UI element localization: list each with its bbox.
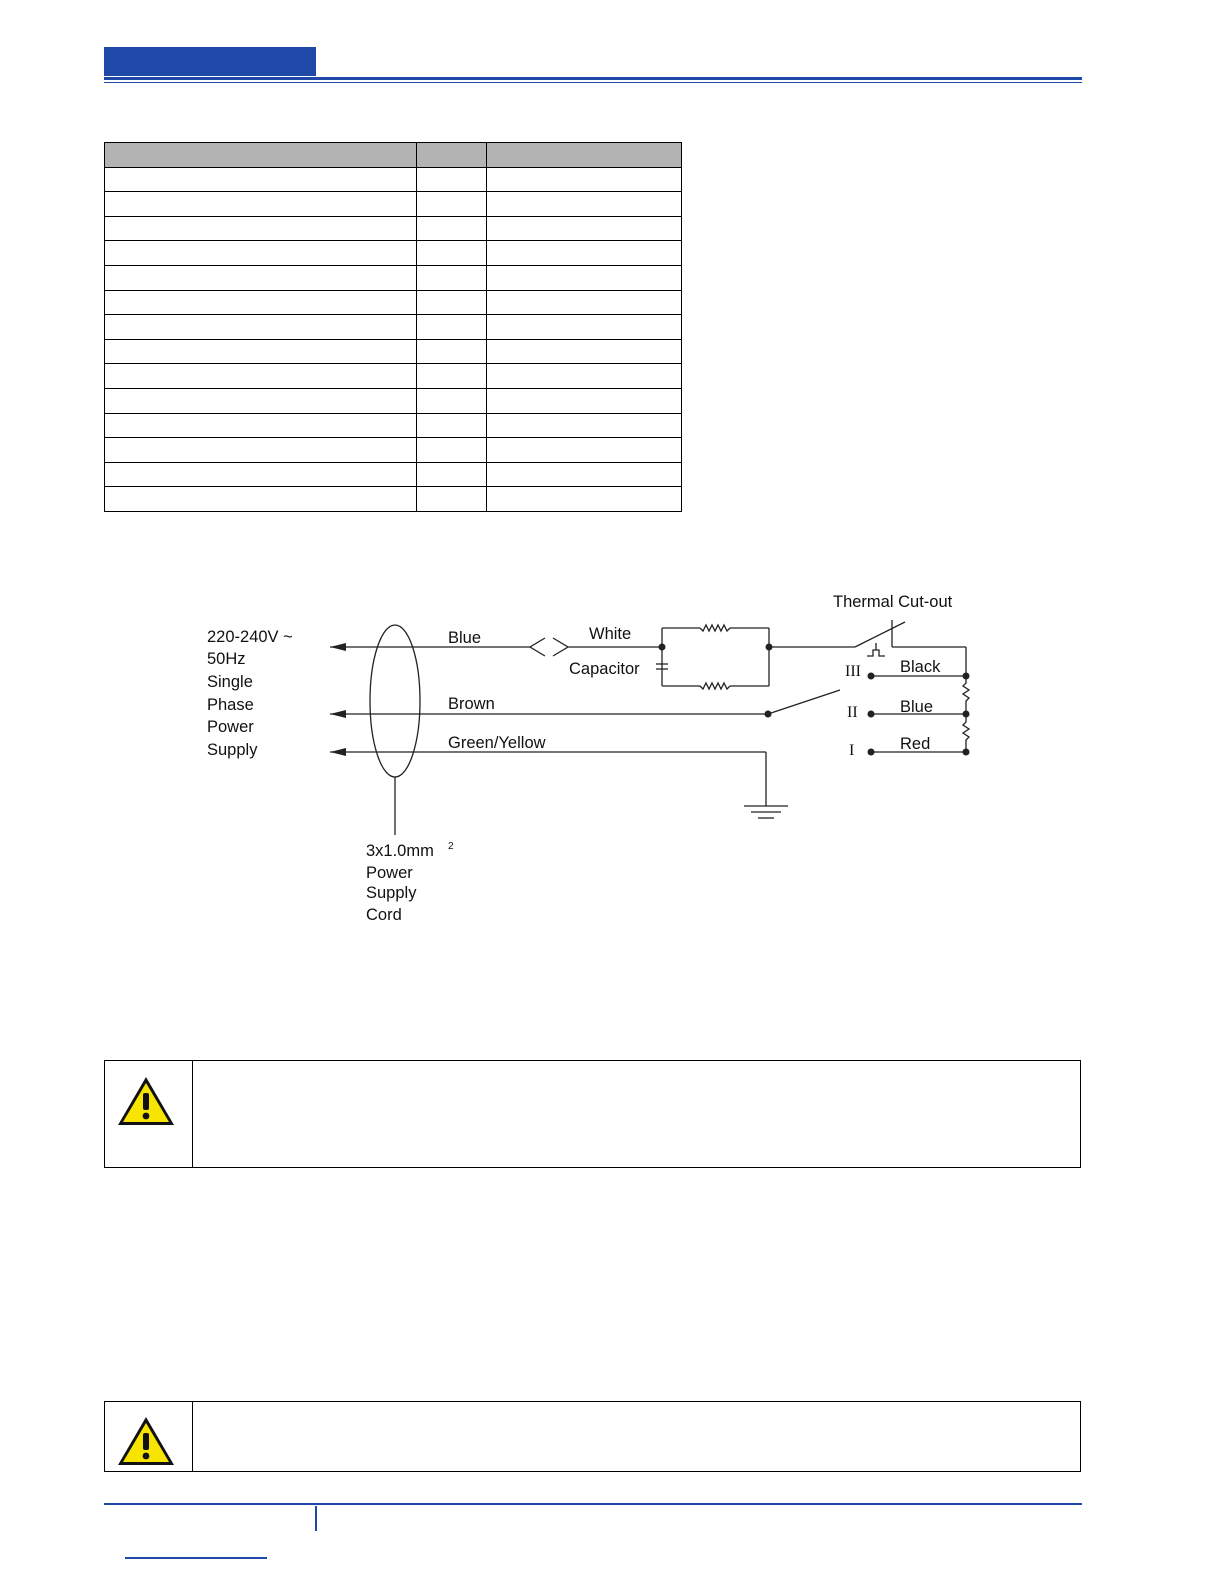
spec-col-header [487,143,682,168]
arrow-green-yellow [330,748,346,756]
table-row [105,487,682,512]
table-cell [105,438,417,463]
speed-1-numeral: I [849,742,855,759]
table-cell [417,265,487,290]
spec-col-header [105,143,417,168]
table-cell [487,192,682,217]
cord-label-line: Power [366,864,413,882]
speed-3-wire-label: Black [900,658,941,676]
footer-rule [104,1503,1082,1505]
table-row [105,388,682,413]
header-rule [104,77,1082,80]
table-cell [487,413,682,438]
table-cell [487,462,682,487]
thermal-cutout-contact [855,622,905,647]
table-cell [417,315,487,340]
header-rule-thin [104,82,1082,83]
thermal-cutout-symbol [867,650,885,656]
table-cell [487,241,682,266]
table-cell [487,438,682,463]
connector-right [553,638,568,656]
table-cell [105,216,417,241]
table-row [105,315,682,340]
warning-box [104,1401,1081,1472]
table-cell [417,364,487,389]
warning-triangle-icon [116,1075,176,1127]
table-cell [487,290,682,315]
capacitor-label: Capacitor [569,660,640,678]
table-cell [105,339,417,364]
supply-label-line: Phase [207,696,254,714]
warning-triangle-icon [116,1415,176,1467]
wire-label-blue: Blue [448,629,482,647]
table-cell [105,315,417,340]
table-cell [417,192,487,217]
cord-label-line: Cord [366,906,402,924]
warning-box [104,1060,1081,1168]
table-cell [487,388,682,413]
wire-label-green-yellow: Green/Yellow [448,734,546,752]
wiring-diagram [190,585,990,930]
table-cell [487,364,682,389]
spec-col-header [417,143,487,168]
arrow-blue [330,643,346,651]
table-cell [487,487,682,512]
speed-2-wire-label: Blue [900,698,934,716]
supply-label-line: Power [207,718,254,736]
supply-label-line: Supply [207,741,258,759]
table-cell [417,413,487,438]
supply-label-line: 50Hz [207,650,246,668]
table-cell [487,315,682,340]
table-cell [417,438,487,463]
table-cell [105,487,417,512]
table-cell [417,167,487,192]
table-row [105,339,682,364]
table-cell [417,388,487,413]
table-cell [487,339,682,364]
table-row [105,290,682,315]
table-cell [105,388,417,413]
table-cell [417,216,487,241]
header-tab [104,47,316,76]
table-cell [105,265,417,290]
table-cell [105,413,417,438]
table-row [105,216,682,241]
table-cell [105,241,417,266]
supply-label-line: Single [207,673,253,691]
warning-icon-cell [105,1402,193,1471]
table-cell [487,265,682,290]
table-cell [105,364,417,389]
table-row [105,167,682,192]
spec-table-header [105,143,682,168]
table-row [105,438,682,463]
table-row [105,364,682,389]
table-cell [105,462,417,487]
spec-table [104,142,682,512]
table-cell [105,167,417,192]
warning-icon-cell [105,1061,193,1167]
table-cell [417,241,487,266]
cord-bundle [370,625,420,777]
table-cell [417,339,487,364]
speed-3-numeral: III [845,663,861,680]
speed-switch-arm [768,690,840,714]
cord-label-line: Supply [366,884,417,902]
table-row [105,462,682,487]
footer-link-underline [125,1557,267,1559]
connector-left [530,638,545,656]
wire-label-brown: Brown [448,695,495,713]
table-row [105,413,682,438]
footer-divider [315,1506,317,1531]
wire-label-white: White [589,625,632,643]
arrow-brown [330,710,346,718]
table-row [105,192,682,217]
table-cell [105,192,417,217]
supply-label-line: 220-240V ~ [207,628,293,646]
table-cell [417,290,487,315]
thermal-cutout-label: Thermal Cut-out [833,593,953,611]
cord-superscript: 2 [448,841,454,852]
speed-2-numeral: II [847,704,858,721]
table-cell [417,487,487,512]
table-cell [105,290,417,315]
table-cell [487,167,682,192]
table-row [105,265,682,290]
cord-label-line: 3x1.0mm [366,842,434,860]
table-row [105,241,682,266]
table-cell [417,462,487,487]
speed-1-wire-label: Red [900,735,931,753]
table-cell [487,216,682,241]
